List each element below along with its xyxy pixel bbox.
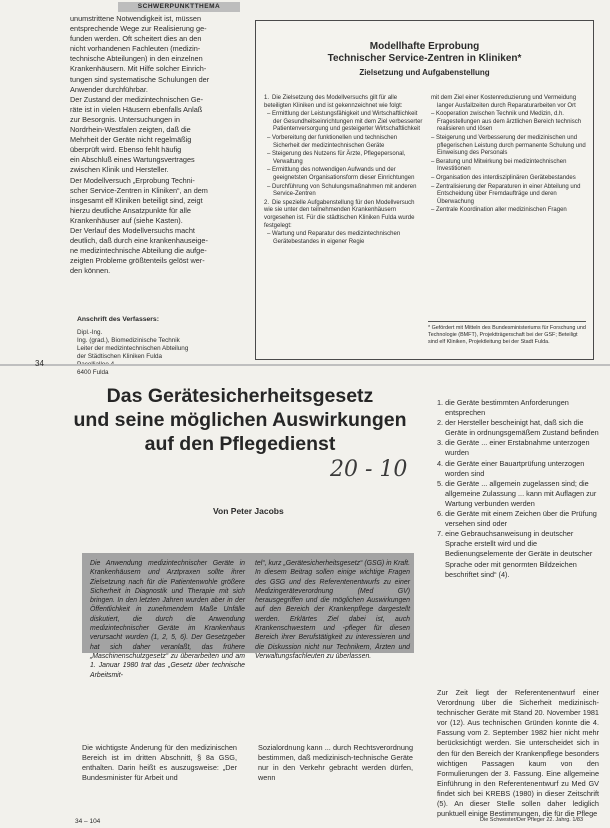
regulation-item: 3. die Geräte ... einer Erstabnahme unterzogen wurden xyxy=(437,438,590,458)
left-text-line: nicht vorhandenen Fachleuten (medizin- xyxy=(70,44,201,54)
author-address xyxy=(77,316,247,378)
regulation-item: 1. die Geräte bestimmten Anforderungen entsprechen xyxy=(437,398,569,418)
box-item-text: Die Zielsetzung des Modellversuchs gilt für alle beteiligten Kliniken und ist gekennzeichnet wie folgt: xyxy=(264,95,403,109)
journal-footer: Die Schwester/Der Pfleger 22. Jahrg. 1/83 xyxy=(480,817,584,823)
box-item: – Organisation des interdisziplinären Gerätebestandes xyxy=(431,174,576,181)
box-left-column xyxy=(264,95,424,247)
regulation-item: 4. die Geräte einer Bauartprüfung unterzogen worden sind xyxy=(437,458,585,478)
left-text-line: funden werden. Oft scheitert dies an den xyxy=(70,34,202,44)
left-text-line: Der Zustand der medizintechnischen Ge- xyxy=(70,94,204,104)
lead-left-text: Die Anwendung medizintechnischer Geräte in Krankenhäusern und Arztpraxen sollte ihrer Zielsetzung nach für die Patientenwohle größere Sicherheit in Diagnostik und Therapie mit sich bringen. In den letzten Jahren wurden aber in der Öffentlichkeit in zunehmendem Maße Unfälle diskutiert, die durch die Anwendung medizintechnischer Geräte im Krankenhaus verursacht wurden (1, 2, 5, 6). Der Gesetzgeber hat sich daher veranlaßt, das frühere „Maschinenschutzgesetz“ zu überarbeiten und am 1. Januar 1980 trat das „Gesetz über technische Arbeitsmit- xyxy=(90,560,245,679)
body-left-text: Die wichtigste Änderung für den medizinischen Bereich ist im dritten Abschnitt, § 8a GSG, enthalten. Darin heißt es auszugsweise: „Der Bundesminister für Arbeit und xyxy=(82,743,237,783)
box-item xyxy=(264,135,424,150)
left-text-line: Nordrhein-Westfalen zeigten, daß die xyxy=(70,125,191,135)
box-title-line2: Technischer Service-Zentren in Kliniken* xyxy=(327,53,522,64)
left-text-line: unumstrittene Notwendigkeit ist, müssen xyxy=(70,14,201,23)
box-item xyxy=(264,184,424,199)
box-item xyxy=(264,167,424,182)
box-item: – Kooperation zwischen Technik und Medizin, d.h. Fragestellungen aus dem ärztlichen Bereich technisch realisieren und lösen xyxy=(431,111,582,133)
left-text-line: räte ist in vielen Häusern ebenfalls Anlaß xyxy=(70,104,203,114)
box-title xyxy=(256,41,593,65)
page-divider xyxy=(0,364,610,366)
box-right-column xyxy=(428,95,586,216)
box-item xyxy=(264,200,424,230)
section-tag: SCHWERPUNKTTHEMA xyxy=(118,2,240,12)
left-text-line: Der Verlauf des Modellversuchs macht xyxy=(70,225,195,235)
left-text-line: hierzu deutliche Ansatzpunkte für alle xyxy=(70,205,191,215)
page-number: 34 – 104 xyxy=(75,818,101,825)
left-text-line: ne medizintechnische Abteilung die aufge- xyxy=(70,246,207,256)
model-project-box xyxy=(255,20,594,360)
box-item-text: – Vorbereitung der funktionellen und technischen Sicherheit der medizintechnischen Geräte xyxy=(267,134,398,149)
box-item-text: – Ermittlung der Leistungsfähigkeit und Wirtschaftlichkeit der Gesundheitseinrichtungen mit dem Ziel verbesserter Patientenversorgung und gesteigerter Wirtschaftlichkeit xyxy=(267,111,423,133)
author-line: Ing. (grad.), Biomedizinische Technik xyxy=(77,337,180,345)
box-item-text: – Durchführung von Schulungsmaßnahmen mit anderen Service-Zentren xyxy=(267,183,417,198)
box-item-text: – Steigerung des Nutzens für Ärzte, Pflegepersonal, Verwaltung xyxy=(267,151,406,165)
left-text-line: entsprechende Wege zur Realisierung ge- xyxy=(70,24,207,34)
left-text-line: insgesamt elf Kliniken beteiligt sind, zeigt xyxy=(70,195,203,205)
left-text-line: zeigten Probleme größtenteils gelöst wer- xyxy=(70,256,205,266)
author-line: der Städtischen Kliniken Fulda xyxy=(77,353,163,361)
right-column-text: Zur Zeit liegt der Referentenentwurf einer Verordnung über die Sicherheit medizinisch-technischer Geräte mit Stand 20. November 1981 vor (12). Aus technischen Gründen konnte die 4. Fassung vom 2. September 1982 hier nicht mehr berücksichtigt werden. Sie unterscheidet sich in den für den Bereich der Krankenpflege besonders wichtigen Passagen kaum von den Formulierungen der 3. Fassung. Eine allgemeine Einführung in den Referentenentwurf zu Med GV findet sich bei KREBS (1980) in dieser Zeitschrift (5). An dieser Stelle sollen daher lediglich punktuell einige Bestimmungen, die für die Pflege xyxy=(437,688,599,819)
regulation-item: 7. eine Gebrauchsanweisung in deutscher Sprache erstellt wird und die Bedienungselemente der Geräte in deutscher Sprache oder mit genormten Bildzeichen beschriftet sind“ (4). xyxy=(437,529,593,579)
box-item: – Steigerung und Verbesserung der medizinischen und pflegerischen Leistung durch permanente Schulung und Einweisung des Personals xyxy=(431,134,586,157)
left-text-line: Krankenhäusern. Mit Hilfe solcher Einrich- xyxy=(70,64,207,74)
box-item-text: – Wartung und Reparatur des medizintechnischen Gerätebestandes in eigener Regie xyxy=(267,231,401,245)
lead-box xyxy=(82,553,414,679)
left-text-line: scher Service-Zentren in Kliniken“, an dem xyxy=(70,185,208,195)
left-text-line: technische Abteilungen) in den einzelnen xyxy=(70,54,203,64)
author-heading: Anschrift des Verfassers: xyxy=(77,316,159,323)
left-text-line: Der Modellversuch „Erprobung Techni- xyxy=(70,175,195,185)
page-marker: 34 xyxy=(35,359,44,368)
author-line: Leiter der medizintechnischen Abteilung xyxy=(77,345,189,353)
regulation-list xyxy=(437,398,599,580)
box-item-number: 1. xyxy=(264,95,270,101)
box-item xyxy=(264,95,424,110)
box-item: – Beratung und Mitwirkung bei medizintechnischen Investitionen xyxy=(431,158,567,173)
title-line: und seine möglichen Auswirkungen xyxy=(73,409,407,431)
box-subtitle: Zielsetzung und Aufgabenstellung xyxy=(359,68,490,77)
regulation-item: 5. die Geräte ... allgemein zugelassen sind; die allgemeine Zulassung ... kann mit Auflagen zur Wartung verbunden werden xyxy=(437,478,597,508)
box-footnote: * Gefördert mit Mitteln des Bundesministeriums für Forschung und Technologie (BMFT), Projektträgerschaft bei der GSF; Beteiligt sind elf Kliniken, Projektleitung bei der Stadt Fulda. xyxy=(428,321,586,345)
author-line: Dipl.-Ing. xyxy=(77,329,103,336)
box-title-line1: Modellhafte Erprobung xyxy=(369,41,480,52)
byline: Von Peter Jacobs xyxy=(213,506,284,516)
box-item xyxy=(264,231,424,246)
regulation-item: 6. die Geräte mit einem Zeichen über die Prüfung versehen sind oder xyxy=(437,509,597,529)
box-item: – Zentralisierung der Reparaturen in einer Abteilung und Entscheidung über Fremdaufträge und deren Überwachung xyxy=(431,183,581,205)
lead-right-text: tel“, kurz „Gerätesicherheitsgesetz“ (GSG) in Kraft. In diesem Beitrag sollen einige wichtige Fragen des GSG und des Referentenentwurfs zu einer Medizingeräteverordnung (Med GV) herausgegriffen und die möglichen Auswirkungen auf den Bereich der Krankenpflege dargestellt werden. Erklärtes Ziel dabei ist, auch Krankenschwestern und -pfleger für diesen Bereich ihrer Berufstätigkeit zu interessieren und die Diskussion nicht nur Technikern, Ärzten und Verwaltungsfachleuten zu überlassen. xyxy=(255,560,410,660)
box-item: – Zentrale Koordination aller medizinischen Fragen xyxy=(431,207,567,214)
article-title xyxy=(70,384,410,456)
left-text-line: zur Besorgnis. Untersuchungen in xyxy=(70,114,180,124)
left-text-line: tungen sind systematische Schulungen der xyxy=(70,74,210,84)
left-text-line: ein Abschluß eines Wartungsvertrages xyxy=(70,155,195,165)
box-item xyxy=(264,111,424,134)
handwritten-annotation: 20 - 10 xyxy=(330,457,408,482)
box-item: mit dem Ziel einer Kostenreduzierung und Vermeidung langer Ausfallzeiten durch Reparaturarbeiten vor Ort xyxy=(431,95,577,109)
left-text-line: Mehrheit der Geräte nicht regelmäßig xyxy=(70,135,192,145)
title-line: Das Gerätesicherheitsgesetz xyxy=(106,385,374,407)
left-text-line: überprüft wird. Ebenso fehlt häufig xyxy=(70,145,182,155)
left-text-line: Krankenhäuser auf (siehe Kasten). xyxy=(70,215,183,225)
left-column-text xyxy=(70,14,245,276)
box-item-number: 2. xyxy=(264,199,270,206)
left-text-line: deutlich, daß durch eine krankenhauseige- xyxy=(70,236,208,246)
author-lines xyxy=(77,329,247,378)
regulation-item: 2. der Hersteller bescheinigt hat, daß sich die Geräte in ordnungsgemäßem Zustand befinden xyxy=(437,418,599,438)
box-item xyxy=(264,151,424,166)
left-text-line: zwischen Klinik und Hersteller. xyxy=(70,165,169,175)
author-line: 6400 Fulda xyxy=(77,369,109,377)
left-text-line: den können. xyxy=(70,266,111,276)
left-text-line: Anwender durchführbar. xyxy=(70,84,148,94)
box-item-text: – Ermittlung des notwendigen Aufwands und der geeignetsten Organisationsform dieser Einrichtungen xyxy=(267,167,415,181)
box-item-text: Die spezielle Aufgabenstellung für den Modellversuch wie sie unter den teilnehmenden Krankenhäusern vorgesehen ist. Für die städtischen Kliniken Fulda wurde festgelegt: xyxy=(264,199,415,229)
title-line: auf den Pflegedienst xyxy=(144,433,336,455)
body-middle-text: Sozialordnung kann ... durch Rechtsverordnung bestimmen, daß medizinisch-technische Geräte nur in den Verkehr gebracht werden dürfen, wenn xyxy=(258,743,413,783)
